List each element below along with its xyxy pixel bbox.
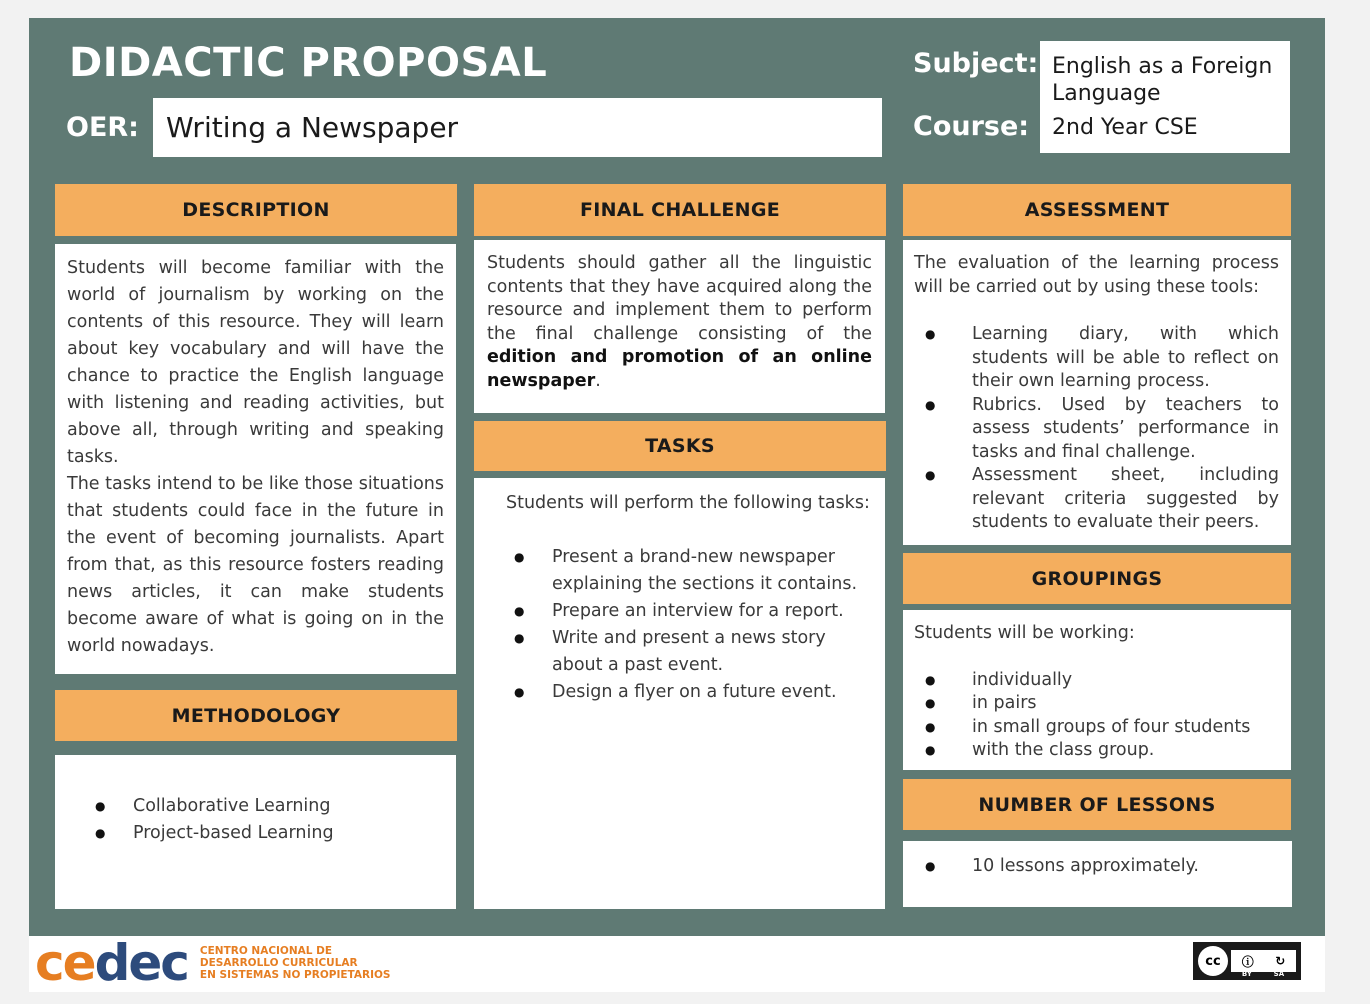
list-item: ● Project-based Learning: [73, 820, 456, 847]
list-item: ● Prepare an interview for a report.: [492, 598, 872, 625]
assessment-intro: The evaluation of the learning process will be carried out by using these tools:: [914, 253, 1279, 297]
license-by-label: BY: [1241, 970, 1252, 978]
lessons-list: [903, 853, 1292, 880]
list-item: ● 10 lessons approximately.: [903, 853, 1292, 880]
cedec-sub-line: CENTRO NACIONAL DE: [199, 945, 333, 957]
list-item: ● individually: [903, 669, 1279, 693]
description-paragraph-2: The tasks intend to be like those situations that students could face in the future in the event of becoming journalists. Apart from that, as this resource fosters reading news articles, it can make students become aware of what is going on in the world nowadays.: [67, 474, 444, 656]
final-challenge-text: Students should gather all the linguistic contents that they have acquired along the resource and implement them to perform the final challenge consisting of the: [487, 253, 872, 344]
tasks-intro: Students will perform the following tasks:: [506, 493, 870, 513]
list-item: ● Present a brand-new newspaper explaining the sections it contains.: [492, 544, 872, 598]
groupings-intro: Students will be working:: [914, 623, 1135, 643]
list-item: ● with the class group.: [903, 739, 1279, 763]
assessment-header: ASSESSMENT: [903, 184, 1291, 236]
list-item: ● Rubrics. Used by teachers to assess students’ performance in tasks and final challenge.: [903, 394, 1279, 465]
final-challenge-highlight: edition and promotion of an online newspaper: [487, 347, 872, 391]
list-item: ● Learning diary, with which students will be able to reflect on their own learning process.: [903, 323, 1279, 394]
oer-field: [153, 98, 882, 157]
lessons-header: NUMBER OF LESSONS: [903, 779, 1291, 830]
groupings-header: GROUPINGS: [903, 553, 1291, 604]
tasks-list: [474, 544, 872, 706]
groupings-panel: [903, 610, 1291, 770]
page-title: DIDACTIC PROPOSAL: [69, 40, 548, 86]
subject-value: English as a Foreign Language: [1052, 54, 1273, 106]
proposal-sheet: [29, 18, 1325, 936]
methodology-list: [55, 793, 456, 847]
by-icon: ⓘ: [1241, 954, 1254, 969]
tasks-header: TASKS: [474, 421, 886, 471]
sa-icon: ↻: [1275, 954, 1286, 968]
cedec-subtitle: [200, 945, 391, 981]
subject-label: Subject:: [913, 48, 1039, 79]
description-panel: [55, 244, 456, 674]
course-value: 2nd Year CSE: [1052, 115, 1198, 140]
license-labels: [1231, 970, 1295, 978]
list-item: ● Assessment sheet, including relevant criteria suggested by students to evaluate their peers.: [903, 464, 1279, 535]
assessment-list: [903, 323, 1279, 535]
list-item: ● Design a flyer on a future event.: [492, 679, 872, 706]
description-paragraph-1: Students will become familiar with the world of journalism by working on the contents of this resource. They will learn about key vocabulary and will have the chance to practice the English language with listening and reading activities, but above all, through writing and speaking tasks.: [67, 258, 444, 467]
final-challenge-header: FINAL CHALLENGE: [474, 184, 886, 236]
description-header: DESCRIPTION: [55, 184, 457, 236]
cc-icon: cc: [1198, 946, 1228, 976]
oer-label: OER:: [66, 112, 139, 143]
groupings-list: [903, 669, 1279, 763]
list-item: ● Collaborative Learning: [73, 793, 456, 820]
course-label: Course:: [913, 111, 1030, 142]
list-item: ● Write and present a news story about a past event.: [492, 625, 872, 679]
lessons-panel: [903, 841, 1292, 907]
cc-license-badge[interactable]: [1193, 942, 1301, 980]
assessment-panel: [903, 240, 1291, 545]
methodology-header: METHODOLOGY: [55, 690, 457, 741]
cedec-sub-line: DESARROLLO CURRICULAR: [199, 957, 358, 969]
cedec-logo-text: cedec: [35, 934, 188, 992]
subject-course-box: [1040, 41, 1290, 153]
list-item: ● in small groups of four students: [903, 716, 1279, 740]
footer: [29, 936, 1325, 992]
license-sa-label: SA: [1273, 970, 1285, 978]
oer-value: Writing a Newspaper: [166, 111, 459, 144]
final-challenge-end: .: [595, 370, 601, 391]
list-item: ● in pairs: [903, 692, 1279, 716]
license-terms: [1231, 950, 1296, 972]
cedec-sub-line: EN SISTEMAS NO PROPIETARIOS: [199, 969, 391, 981]
cedec-logo: [35, 934, 391, 992]
methodology-panel: [55, 755, 456, 909]
tasks-panel: [474, 478, 885, 909]
final-challenge-panel: [474, 240, 885, 413]
